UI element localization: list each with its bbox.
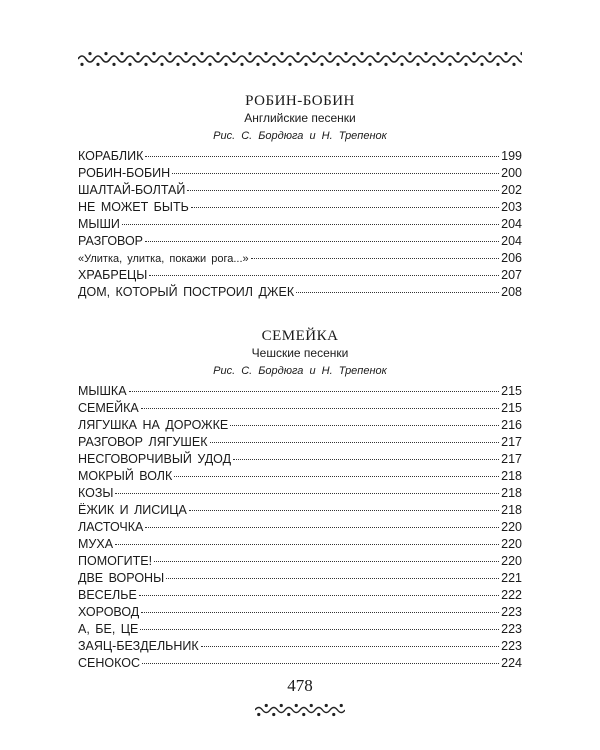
section-illustrators: Рис. С. Бордюга и Н. Трепенок [213, 130, 387, 142]
ornament-dot [248, 52, 251, 55]
ornament-pattern-icon [255, 702, 345, 718]
ornament-dot [224, 63, 227, 66]
dot-leader [154, 561, 499, 562]
section-subtitle: Английские песенки [244, 111, 356, 125]
toc-entry-page: 204 [501, 234, 522, 248]
top-ornament-divider [78, 48, 522, 70]
ornament-dot [400, 63, 403, 66]
ornament-dot [272, 63, 275, 66]
toc-entry [78, 451, 522, 468]
ornament-dot [302, 713, 305, 716]
ornament-dot [408, 52, 411, 55]
ornament-dot [104, 52, 107, 55]
toc-entry [78, 165, 522, 182]
dot-leader [296, 292, 499, 293]
ornament-dot [88, 52, 91, 55]
ornament-dot [112, 63, 115, 66]
ornament-dot [296, 52, 299, 55]
toc-entry-title: ЛАСТОЧКА [78, 520, 144, 534]
toc-entry-page: 224 [501, 656, 522, 670]
toc-entry [78, 604, 522, 621]
toc-entry [78, 434, 522, 451]
section-title: РОБИН-БОБИН [245, 93, 355, 109]
ornament-dot [280, 704, 283, 707]
bottom-ornament-divider [255, 702, 345, 718]
dot-leader [145, 527, 499, 528]
ornament-dot [488, 52, 491, 55]
ornament-dot [257, 713, 260, 716]
toc-entry [78, 570, 522, 587]
ornament-dot [480, 63, 483, 66]
dot-leader [191, 207, 499, 208]
ornament-dot [168, 52, 171, 55]
ornament-dot [120, 52, 123, 55]
ornament-dot [208, 63, 211, 66]
toc-entry [78, 655, 522, 672]
toc-entry-title: МЫШКА [78, 384, 127, 398]
ornament-dot [160, 63, 163, 66]
toc-entry-title: ВЕСЕЛЬЕ [78, 588, 137, 602]
toc-entry [78, 502, 522, 519]
ornament-dot [384, 63, 387, 66]
ornament-dot [265, 704, 268, 707]
ornament-dot [440, 52, 443, 55]
toc-entry-title: КОЗЫ [78, 486, 114, 500]
toc-entry [78, 536, 522, 553]
ornament-dot [176, 63, 179, 66]
toc-entry [78, 587, 522, 604]
ornament-dot [472, 52, 475, 55]
toc-entry [78, 267, 522, 284]
toc-list [78, 148, 522, 301]
dot-leader [187, 190, 499, 191]
toc-entry-page: 215 [501, 384, 522, 398]
ornament-dot [192, 63, 195, 66]
dot-leader [122, 224, 499, 225]
ornament-dot [512, 63, 515, 66]
ornament-dot [332, 713, 335, 716]
section-title: СЕМЕЙКА [261, 328, 339, 344]
toc-entry-page: 218 [501, 486, 522, 500]
ornament-dot [144, 63, 147, 66]
ornament-dot [520, 52, 522, 55]
ornament-dot [96, 63, 99, 66]
toc-entry [78, 182, 522, 199]
ornament-dot [288, 63, 291, 66]
toc-entry-page: 223 [501, 639, 522, 653]
ornament-dot [264, 52, 267, 55]
dot-leader [233, 459, 499, 460]
toc-entry [78, 417, 522, 434]
toc-entry-page: 217 [501, 435, 522, 449]
ornament-dot [448, 63, 451, 66]
toc-entry-title: ЁЖИК И ЛИСИЦА [78, 503, 187, 517]
toc-entry-page: 206 [501, 251, 522, 265]
section-semeyka [78, 327, 522, 672]
toc-entry [78, 519, 522, 536]
dot-leader [140, 629, 499, 630]
toc-entry-title: РАЗГОВОР [78, 234, 144, 248]
toc-entry-title: ШАЛТАЙ-БОЛТАЙ [78, 183, 186, 197]
dot-leader [210, 442, 500, 443]
dot-leader [145, 156, 499, 157]
ornament-dot [80, 63, 83, 66]
ornament-dot [312, 52, 315, 55]
dot-leader [115, 544, 499, 545]
dot-leader [172, 173, 499, 174]
toc-entry-page: 203 [501, 200, 522, 214]
toc-entry [78, 553, 522, 570]
ornament-dot [360, 52, 363, 55]
toc-entry-title: КОРАБЛИК [78, 149, 144, 163]
toc-entry [78, 638, 522, 655]
dot-leader [139, 595, 499, 596]
ornament-dot [320, 63, 323, 66]
dot-leader [201, 646, 499, 647]
dot-leader [115, 493, 499, 494]
ornament-dot [376, 52, 379, 55]
ornament-dot [424, 52, 427, 55]
toc-list [78, 383, 522, 672]
ornament-dot [344, 52, 347, 55]
toc-entry-title: ПОМОГИТЕ! [78, 554, 153, 568]
toc-entry [78, 485, 522, 502]
toc-entry-title: ХОРОВОД [78, 605, 140, 619]
toc-entry-page: 223 [501, 605, 522, 619]
ornament-dot [295, 704, 298, 707]
toc-entry-page: 207 [501, 268, 522, 282]
toc-entry [78, 621, 522, 638]
toc-entry-title: СЕМЕЙКА [78, 401, 139, 415]
toc-entry-title: ЗАЯЦ-БЕЗДЕЛЬНИК [78, 639, 199, 653]
toc-entry-title: ДВЕ ВОРОНЫ [78, 571, 165, 585]
toc-entry [78, 250, 522, 267]
toc-entry-title: СЕНОКОС [78, 656, 141, 670]
ornament-dot [325, 704, 328, 707]
section-robin-bobin [78, 92, 522, 301]
ornament-dot [496, 63, 499, 66]
ornament-dot [136, 52, 139, 55]
dot-leader [174, 476, 499, 477]
ornament-dot [256, 63, 259, 66]
toc-entry-page: 215 [501, 401, 522, 415]
toc-entry [78, 468, 522, 485]
toc-entry-page: 223 [501, 622, 522, 636]
ornament-dot [128, 63, 131, 66]
toc-entry-page: 199 [501, 149, 522, 163]
ornament-dot [464, 63, 467, 66]
toc-entry-title: А, БЕ, ЦЕ [78, 622, 139, 636]
ornament-dot [368, 63, 371, 66]
toc-entry [78, 383, 522, 400]
toc-entry-page: 220 [501, 520, 522, 534]
dot-leader [166, 578, 499, 579]
toc-entry [78, 199, 522, 216]
toc-entry [78, 400, 522, 417]
ornament-pattern-icon [78, 48, 522, 70]
toc-entry-title: МУХА [78, 537, 114, 551]
toc-entry-page: 200 [501, 166, 522, 180]
toc-entry-page: 221 [501, 571, 522, 585]
toc-entry-page: 216 [501, 418, 522, 432]
ornament-dot [280, 52, 283, 55]
toc-entry [78, 284, 522, 301]
dot-leader [149, 275, 499, 276]
toc-entry-page: 218 [501, 469, 522, 483]
ornament-dot [152, 52, 155, 55]
section-illustrators: Рис. С. Бордюга и Н. Трепенок [213, 365, 387, 377]
ornament-dot [240, 63, 243, 66]
dot-leader [251, 258, 500, 259]
dot-leader [142, 663, 499, 664]
ornament-dot [184, 52, 187, 55]
toc-entry-title: ХРАБРЕЦЫ [78, 268, 148, 282]
ornament-dot [200, 52, 203, 55]
ornament-dot [317, 713, 320, 716]
toc-entry-title: МОКРЫЙ ВОЛК [78, 469, 173, 483]
ornament-dot [456, 52, 459, 55]
ornament-dot [272, 713, 275, 716]
dot-leader [129, 391, 500, 392]
toc-entry-page: 220 [501, 537, 522, 551]
toc-entry-title: РОБИН-БОБИН [78, 166, 171, 180]
ornament-dot [416, 63, 419, 66]
toc-entry [78, 216, 522, 233]
toc-entry-page: 220 [501, 554, 522, 568]
dot-leader [230, 425, 499, 426]
ornament-dot [392, 52, 395, 55]
toc-entry-page: 202 [501, 183, 522, 197]
toc-entry-title: НЕСГОВОРЧИВЫЙ УДОД [78, 452, 232, 466]
ornament-dot [432, 63, 435, 66]
toc-entry-title: ЛЯГУШКА НА ДОРОЖКЕ [78, 418, 229, 432]
ornament-dot [328, 52, 331, 55]
toc-entry-page: 218 [501, 503, 522, 517]
toc-entry-title: «Улитка, улитка, покажи рога...» [78, 253, 249, 265]
toc-entry-page: 204 [501, 217, 522, 231]
ornament-dot [232, 52, 235, 55]
toc-entry-title: ДОМ, КОТОРЫЙ ПОСТРОИЛ ДЖЕК [78, 285, 295, 299]
dot-leader [189, 510, 499, 511]
toc-entry [78, 148, 522, 165]
ornament-dot [340, 704, 343, 707]
toc-entry-page: 208 [501, 285, 522, 299]
ornament-dot [310, 704, 313, 707]
toc-entry-title: МЫШИ [78, 217, 120, 231]
ornament-dot [336, 63, 339, 66]
ornament-dot [287, 713, 290, 716]
toc-entry-title: РАЗГОВОР ЛЯГУШЕК [78, 435, 208, 449]
dot-leader [145, 241, 499, 242]
ornament-dot [304, 63, 307, 66]
toc-entry-page: 222 [501, 588, 522, 602]
section-subtitle: Чешские песенки [251, 346, 349, 360]
page-number: 478 [287, 676, 313, 695]
toc-entry-page: 217 [501, 452, 522, 466]
toc-entry-title: НЕ МОЖЕТ БЫТЬ [78, 200, 189, 214]
toc-entry [78, 233, 522, 250]
dot-leader [141, 408, 499, 409]
ornament-dot [216, 52, 219, 55]
ornament-dot [504, 52, 507, 55]
ornament-dot [352, 63, 355, 66]
dot-leader [141, 612, 499, 613]
